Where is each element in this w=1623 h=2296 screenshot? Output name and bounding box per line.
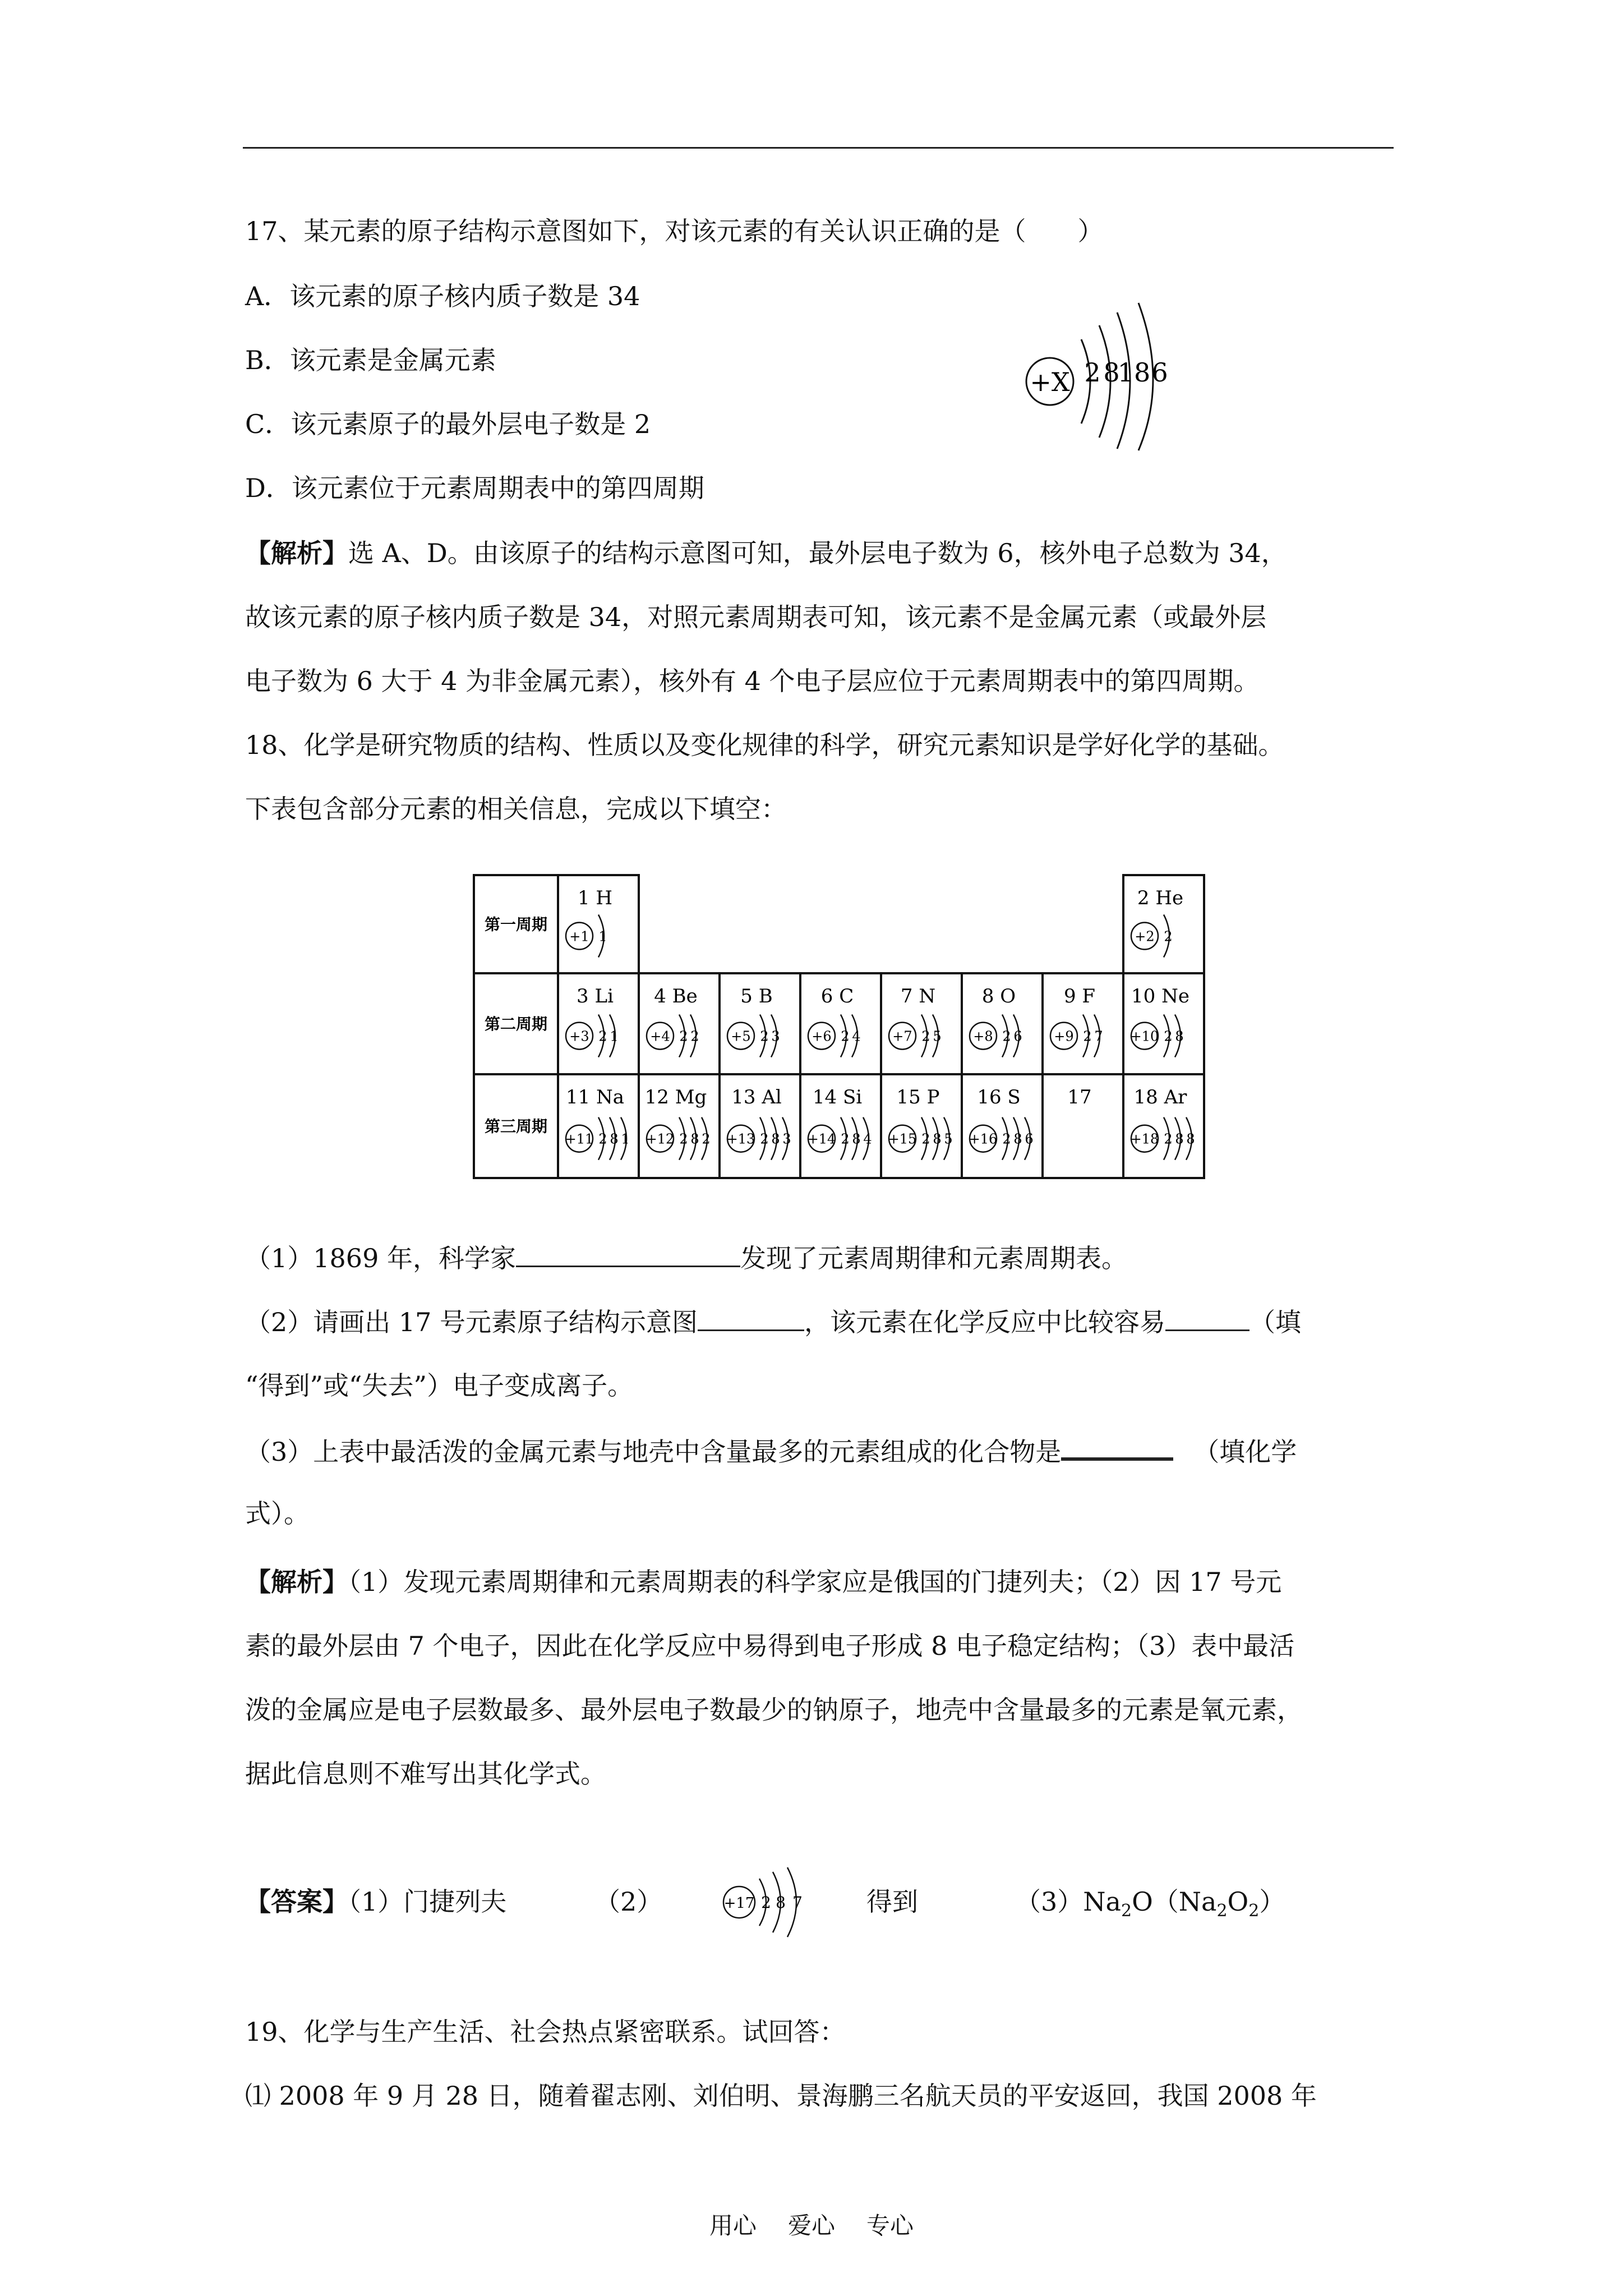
shell-count: 8 [1013, 1131, 1022, 1147]
element-label: 10 Ne [1131, 985, 1189, 1007]
element-label: 16 S [977, 1086, 1021, 1108]
row-label: 第三周期 [484, 1117, 548, 1136]
q18-sub3: （3）上表中最活泼的金属元素与地壳中含量最多的元素组成的化合物是 （填化学 [245, 1433, 1297, 1469]
shell-count: 1 [621, 1131, 630, 1147]
nucleus-label: +14 [807, 1131, 836, 1147]
shell-count: 6 [1151, 357, 1168, 388]
element-label: 1 H [577, 887, 613, 909]
shell-count: 1 [598, 928, 607, 945]
nucleus-label: +9 [1054, 1028, 1074, 1045]
nucleus-label: +X [1030, 367, 1070, 397]
shell-count: 2 [679, 1131, 688, 1147]
shell-count: 2 [702, 1131, 711, 1147]
element-label: 11 Na [565, 1086, 625, 1108]
q17-analysis-line-1: 【解析】选 A、D。由该原子的结构示意图可知，最外层电子数为 6，核外电子总数为 34， [245, 538, 1287, 568]
shell-count: 5 [944, 1131, 953, 1147]
shell-count: 2 [1164, 1131, 1173, 1147]
blank-diagram[interactable] [698, 1305, 804, 1331]
nucleus-label: +10 [1130, 1028, 1159, 1045]
element-label: 17 [1067, 1086, 1092, 1108]
row-label: 第一周期 [484, 915, 548, 934]
q17-atom-diagram [1015, 300, 1200, 452]
nucleus-label: +18 [1130, 1131, 1159, 1147]
shell-count: 2 [761, 1893, 771, 1912]
nucleus-label: +1 [569, 928, 589, 945]
shell-count: 2 [921, 1028, 930, 1045]
nucleus-label: +6 [811, 1028, 832, 1045]
shell-count: 18 [1117, 357, 1151, 388]
element-label: 9 F [1063, 985, 1096, 1007]
shell-count: 5 [933, 1028, 942, 1045]
shell-count: 8 [1175, 1028, 1184, 1045]
nucleus-label: +12 [645, 1131, 675, 1147]
shell-count: 2 [1002, 1131, 1011, 1147]
shell-count: 2 [841, 1131, 850, 1147]
q18-answer-3: $(3)Na_2O(Na_2O_2)$ [1015, 1887, 1285, 1921]
shell-count: 2 [921, 1131, 930, 1147]
q18-stem-line-2: 下表包含部分元素的相关信息，完成以下填空： [245, 794, 787, 824]
q19-sub1: ⑴ 2008 年 9 月 28 日，随着翟志刚、刘伯明、景海鹏三名航天员的平安返回，我国 2008 年 [245, 2081, 1317, 2111]
shell-count: 2 [1164, 928, 1173, 945]
element-label: 15 P [896, 1086, 940, 1108]
element-label: 13 Al [731, 1086, 782, 1108]
q18-answer-head: 【答案】（1）门捷列夫 [245, 1887, 507, 1917]
q17-option-a: A．该元素的原子核内质子数是 34 [245, 281, 640, 311]
shell-count: 8 [933, 1131, 942, 1147]
q17-option-b: B．该元素是金属元素 [245, 345, 496, 375]
shell-count: 8 [852, 1131, 861, 1147]
q17-option-d: D．该元素位于元素周期表中的第四周期 [245, 473, 704, 503]
blank-gain-lose[interactable] [1165, 1305, 1249, 1331]
q18-stem-line-1: 18、化学是研究物质的结构、性质以及变化规律的科学，研究元素知识是学好化学的基础。 [245, 730, 1284, 760]
nucleus-label: +3 [569, 1028, 589, 1045]
blank-formula[interactable] [1061, 1433, 1173, 1461]
nucleus-label: +13 [726, 1131, 755, 1147]
element-label: 6 C [820, 985, 854, 1007]
shell-count: 8 [771, 1131, 780, 1147]
q18-sub1: （1）1869 年，科学家 发现了元素周期律和元素周期表。 [245, 1241, 1127, 1275]
q18-analysis-line-4: 据此信息则不难写出其化学式。 [245, 1759, 606, 1789]
element-label: 8 O [981, 985, 1016, 1007]
shell-count: 2 [760, 1131, 769, 1147]
q18-analysis-line-3: 泼的金属应是电子层数最多、最外层电子数最少的钠原子，地壳中含量最多的元素是氧元素， [245, 1695, 1303, 1725]
shell-count: 8 [776, 1893, 786, 1912]
shell-count: 6 [1025, 1131, 1034, 1147]
nucleus-label: +5 [731, 1028, 751, 1045]
shell-count: 2 [1084, 357, 1101, 388]
shell-count: 2 [760, 1028, 769, 1045]
shell-count: 2 [841, 1028, 850, 1045]
q18-sub2: （2）请画出 17 号元素原子结构示意图 ，该元素在化学反应中比较容易 （填 [245, 1305, 1301, 1339]
element-label: 3 Li [577, 985, 614, 1007]
shell-count: 2 [598, 1131, 607, 1147]
nucleus-label: +8 [973, 1028, 993, 1045]
nucleus-label: +7 [892, 1028, 912, 1045]
element-label: 4 Be [654, 985, 698, 1007]
shell-count: 2 [1164, 1028, 1173, 1045]
element-label: 12 Mg [644, 1086, 707, 1108]
q17-analysis-line-3: 电子数为 6 大于 4 为非金属元素），核外有 4 个电子层应位于元素周期表中的第四周期。 [245, 666, 1260, 696]
q17-analysis-line-2: 故该元素的原子核内质子数是 34，对照元素周期表可知，该元素不是金属元素（或最外层 [245, 602, 1267, 632]
q17-stem: 17、某元素的原子结构示意图如下，对该元素的有关认识正确的是（ ） [245, 216, 1104, 246]
nucleus-label: +17 [723, 1895, 755, 1912]
nucleus-label: +2 [1135, 928, 1155, 945]
q18-answer-2-word: 得到 [866, 1887, 918, 1917]
element-label: 18 Ar [1133, 1086, 1187, 1108]
header-rule [243, 147, 1394, 149]
shell-count: 8 [1175, 1131, 1184, 1147]
element-label: 7 N [900, 985, 936, 1007]
shell-count: 7 [1094, 1028, 1103, 1045]
blank-scientist[interactable] [516, 1241, 740, 1267]
shell-count: 2 [679, 1028, 688, 1045]
periodic-table [471, 872, 1234, 1192]
q18-sub3-line2: 式）。 [245, 1498, 310, 1529]
shell-count: 8 [690, 1131, 699, 1147]
analysis-head: 【解析】 [245, 1567, 348, 1597]
shell-count: 3 [782, 1131, 791, 1147]
shell-count: 2 [598, 1028, 607, 1045]
q18-sub2-line2: “得到”或“失去”）电子变成离子。 [245, 1370, 634, 1401]
element-label: 14 Si [812, 1086, 863, 1108]
page-footer: 用心 爱心 专心 [709, 2212, 914, 2239]
shell-count: 6 [1013, 1028, 1022, 1045]
shell-count: 8 [610, 1131, 619, 1147]
shell-count: 2 [690, 1028, 699, 1045]
shell-count: 4 [852, 1028, 861, 1045]
shell-count: 2 [1083, 1028, 1092, 1045]
shell-count: 7 [792, 1893, 803, 1912]
q17-option-c: C．该元素原子的最外层电子数是 2 [245, 409, 651, 439]
shell-count: 4 [863, 1131, 872, 1147]
analysis-head: 【解析】 [245, 538, 348, 568]
element-label: 5 B [740, 985, 773, 1007]
nucleus-label: +11 [565, 1131, 594, 1147]
shell-count: 1 [610, 1028, 619, 1045]
shell-count: 8 [1186, 1131, 1195, 1147]
q18-analysis-line-1: 【解析】（1）发现元素周期律和元素周期表的科学家应是俄国的门捷列夫；（2）因 17 号元 [245, 1567, 1282, 1597]
element-label: 2 He [1137, 887, 1184, 909]
answer-atom-diagram [718, 1865, 824, 1938]
shell-count: 2 [1002, 1028, 1011, 1045]
q19-stem: 19、化学与生产生活、社会热点紧密联系。试回答： [245, 2017, 846, 2047]
nucleus-label: +15 [888, 1131, 917, 1147]
nucleus-label: +16 [969, 1131, 998, 1147]
q18-answer-2-label: （2） [594, 1887, 663, 1917]
q18-analysis-line-2: 素的最外层由 7 个电子，因此在化学反应中易得到电子形成 8 电子稳定结构；（3）表中最活 [245, 1631, 1295, 1661]
nucleus-label: +4 [650, 1028, 670, 1045]
shell-count: 8 [1103, 357, 1120, 388]
shell-count: 3 [771, 1028, 780, 1045]
row-label: 第二周期 [484, 1015, 548, 1033]
